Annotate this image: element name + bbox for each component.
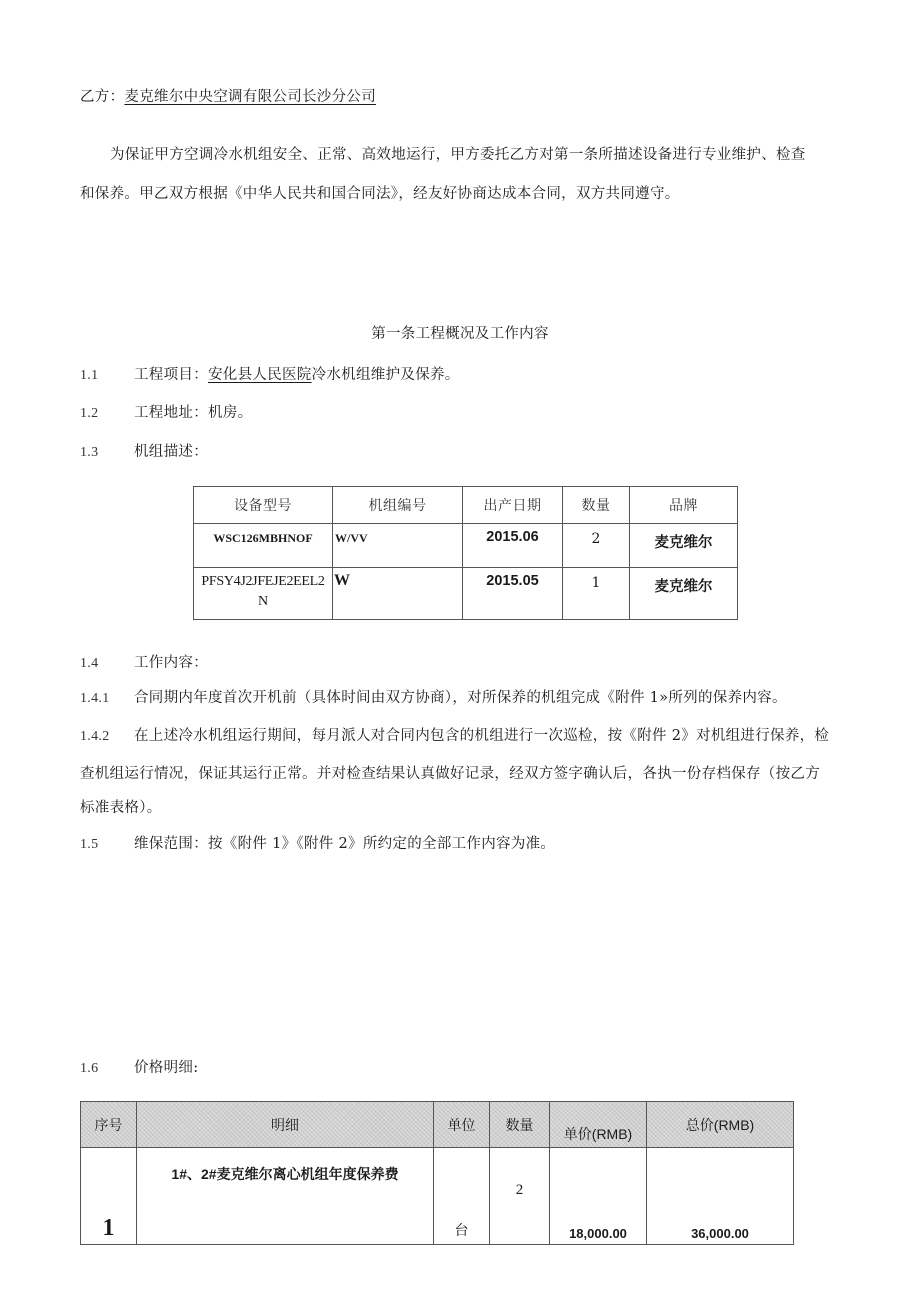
section-number: 1.5 [80,837,99,852]
section-number: 1.4.1 [80,691,110,706]
cell-qty: 1 [563,568,630,620]
section-number: 1.1 [80,368,99,383]
party-b-line [80,87,376,107]
table-row [194,524,738,568]
header-total: 总价(RMB) [647,1102,794,1148]
project-name: 安化县人民医院 [208,367,312,383]
section-text: 价格明细: [134,1060,199,1076]
section-text-line-1: 在上述冷水机组运行期间，每月派人对合同内包含的机组进行一次巡检，按《附件 2》对机组进行保养，检 [134,728,830,744]
cell-brand: 麦克维尔 [630,524,738,568]
party-b-label: 乙方： [80,89,125,105]
section-text: 机组描述： [134,444,208,460]
header-unit: 单位 [434,1102,490,1148]
cell-qty: 2 [490,1148,550,1245]
section-number: 1.6 [80,1061,99,1076]
intro-line-1: 为保证甲方空调冷水机组安全、正常、高效地运行，甲方委托乙方对第一条所描述设备进行专业维护、检查 [110,147,806,163]
section-1-6 [80,1058,198,1079]
section-1-4-2-line-3: 标准表格）。 [80,800,162,816]
article-title: 第一条工程概况及工作内容 [371,326,549,342]
section-number: 1.4.2 [80,729,110,744]
header-date: 出产日期 [463,487,563,524]
cell-date: 2015.05 [463,568,563,620]
cell-brand: 麦克维尔 [630,568,738,620]
party-b-name: 麦克维尔中央空调有限公司长沙分公司 [124,89,377,105]
equipment-table-header [194,487,738,524]
section-1-2 [80,403,252,424]
header-detail: 明细 [137,1102,434,1148]
cell-detail: 1#、2#麦克维尔离心机组年度保养费 [137,1148,434,1245]
header-brand: 品牌 [630,487,738,524]
section-1-3 [80,442,208,463]
section-number: 1.3 [80,445,99,460]
header-serial: 机组编号 [333,487,463,524]
cell-model: WSC126MBHNOF [194,524,333,568]
cell-unit-price: 18,000.00 [550,1148,647,1245]
header-unit-price: 单价(RMB) [550,1102,647,1148]
cell-total: 36,000.00 [647,1148,794,1245]
cell-serial: W/VV [333,524,463,568]
section-text: 工程地址：机房。 [134,405,253,421]
section-1-4-1 [80,688,787,709]
header-model: 设备型号 [194,487,333,524]
cell-serial: W [333,568,463,620]
cell-qty: 2 [563,524,630,568]
section-text: 合同期内年度首次开机前（具体时间由双方协商），对所保养的机组完成《附件 1»所列的保养内容。 [134,690,787,706]
section-text: 维保范围：按《附件 1》《附件 2》所约定的全部工作内容为准。 [134,836,556,852]
section-1-5 [80,834,555,855]
cell-date: 2015.06 [463,524,563,568]
section-text: 工作内容： [134,655,208,671]
cell-no: 1 [81,1148,137,1245]
section-number: 1.2 [80,406,99,421]
price-table-header [81,1102,794,1148]
section-rest: 冷水机组维护及保养。 [311,367,460,383]
section-label: 工程项目： [134,367,208,383]
section-1-4-2-line-2: 查机组运行情况，保证其运行正常。并对检查结果认真做好记录，经双方签字确认后，各执一份存档保存（按乙方 [80,766,820,782]
section-1-4-2 [80,726,829,747]
cell-model: PFSY4J2JFEJE2EEL2 N [194,568,333,620]
equipment-table [193,486,738,620]
section-1-4 [80,653,208,674]
table-row [81,1148,794,1245]
cell-unit: 台 [434,1148,490,1245]
section-1-1 [80,365,460,386]
price-table [80,1101,794,1245]
section-number: 1.4 [80,656,99,671]
header-qty: 数量 [490,1102,550,1148]
intro-line-2: 和保养。甲乙双方根据《中华人民共和国合同法》，经友好协商达成本合同，双方共同遵守。 [80,186,680,202]
header-qty: 数量 [563,487,630,524]
table-row [194,568,738,620]
header-no: 序号 [81,1102,137,1148]
